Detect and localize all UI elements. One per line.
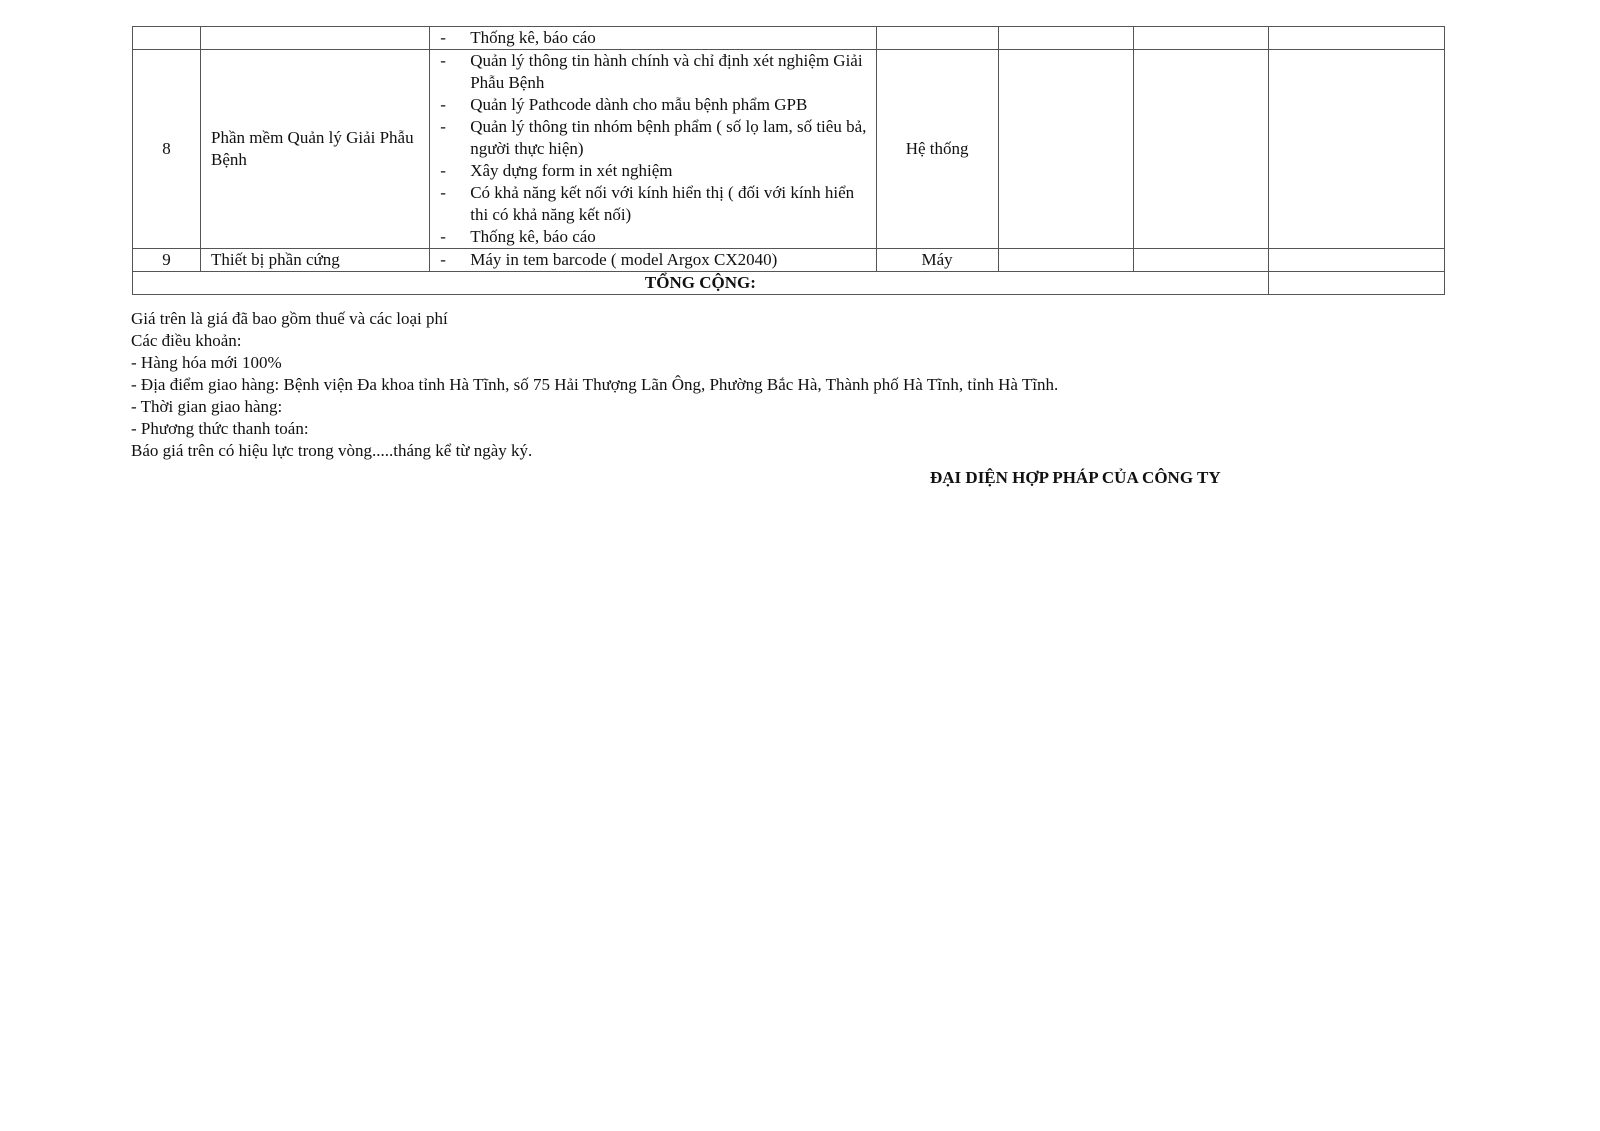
table-row [133,27,1445,50]
list-item-text: Thống kê, báo cáo [470,28,596,47]
list-item [430,160,875,182]
total-label: TỔNG CỘNG: [133,272,1269,295]
stt-cell [133,27,201,50]
list-item-text: Quản lý thông tin hành chính và chỉ định xét nghiệm Giải Phẫu Bệnh [470,51,863,92]
list-item [430,27,875,49]
list-item [430,50,875,94]
quantity-cell [998,27,1133,50]
quantity-cell [998,50,1133,249]
term-payment-method: - Phương thức thanh toán: [131,419,309,438]
amount-cell [1268,27,1444,50]
table-row [133,249,1445,272]
quotation-table [132,26,1445,295]
amount-cell [1268,50,1444,249]
price-cell [1133,50,1268,249]
description-cell [430,27,876,50]
bullet-dash: - [440,161,446,180]
quantity-cell [998,249,1133,272]
unit-cell [876,27,998,50]
bullet-dash: - [440,95,446,114]
amount-cell [1268,249,1444,272]
bullet-dash: - [440,51,446,70]
validity-note: Báo giá trên có hiệu lực trong vòng.....tháng kể từ ngày ký. [131,441,533,460]
signature-title: ĐẠI DIỆN HỢP PHÁP CỦA CÔNG TY [930,468,1221,487]
total-amount-cell [1268,272,1444,295]
list-item-text: Thống kê, báo cáo [470,227,596,246]
bullet-dash: - [440,117,446,136]
stt-cell: 9 [133,249,201,272]
stt-cell: 8 [133,50,201,249]
terms-heading: Các điều khoản: [131,331,242,350]
list-item [430,94,875,116]
price-cell [1133,27,1268,50]
price-note: Giá trên là giá đã bao gồm thuế và các loại phí [131,309,448,328]
list-item-text: Xây dựng form in xét nghiệm [470,161,673,180]
list-item [430,182,875,226]
bullet-dash: - [440,250,446,269]
list-item-text: Có khả năng kết nối với kính hiển thị ( đối với kính hiển thi có khả năng kết nối) [470,183,855,224]
unit-cell: Hệ thống [876,50,998,249]
list-item-text: Quản lý thông tin nhóm bệnh phẩm ( số lọ lam, số tiêu bả, người thực hiện) [470,117,867,158]
description-cell [430,50,876,249]
bullet-dash: - [440,227,446,246]
table-row [133,50,1445,249]
total-row [133,272,1445,295]
terms-notes [131,308,1058,462]
description-cell [430,249,876,272]
term-delivery-time: - Thời gian giao hàng: [131,397,283,416]
bullet-dash: - [440,183,446,202]
term-new-goods: - Hàng hóa mới 100% [131,353,282,372]
unit-cell: Máy [876,249,998,272]
list-item [430,116,875,160]
list-item-text: Máy in tem barcode ( model Argox CX2040) [470,250,778,269]
name-cell: Phần mềm Quản lý Giải Phẫu Bệnh [201,50,430,249]
name-cell [201,27,430,50]
term-delivery-location: - Địa điểm giao hàng: Bệnh viện Đa khoa tỉnh Hà Tĩnh, số 75 Hải Thượng Lãn Ông, Phường Bắc Hà, Thành phố Hà Tĩnh, tỉnh Hà Tĩnh. [131,375,1059,394]
bullet-dash: - [440,28,446,47]
list-item [430,249,875,271]
name-cell: Thiết bị phần cứng [201,249,430,272]
price-cell [1133,249,1268,272]
list-item-text: Quản lý Pathcode dành cho mẫu bệnh phẩm GPB [470,95,808,114]
list-item [430,226,875,248]
